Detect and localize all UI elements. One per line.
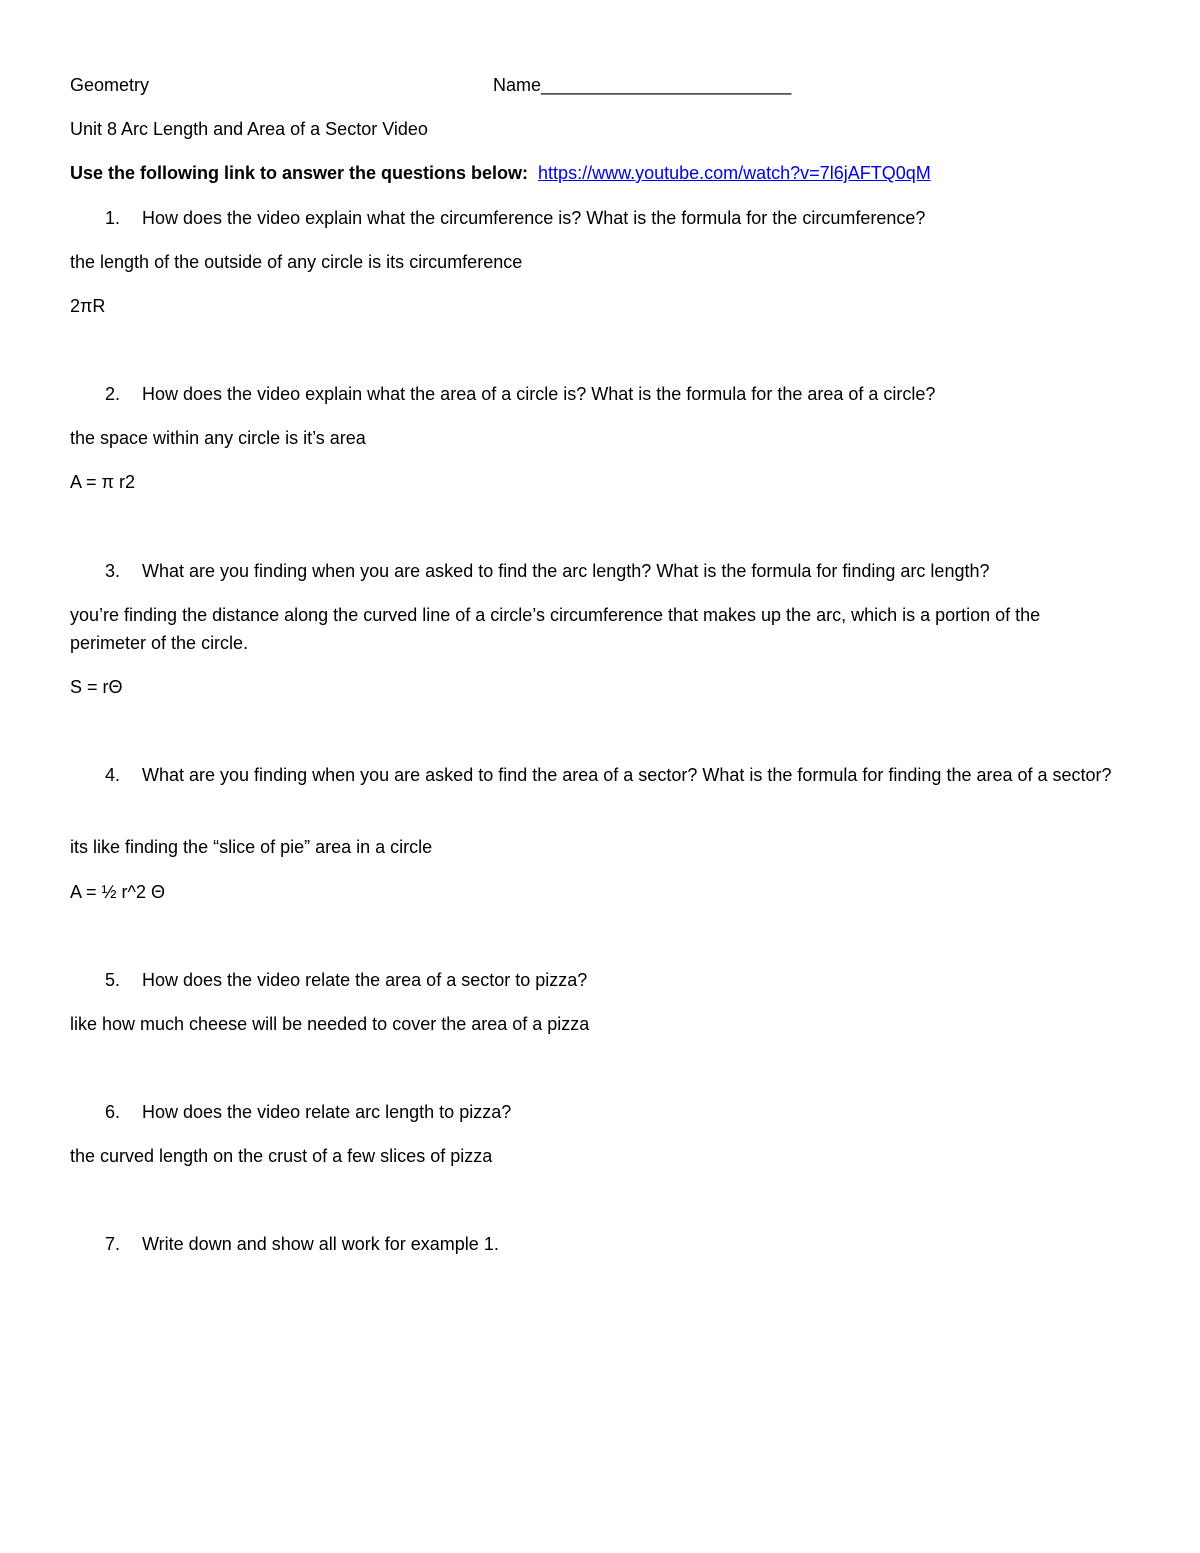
video-link[interactable]: https://www.youtube.com/watch?v=7l6jAFTQ0qM xyxy=(538,163,931,183)
answer-2a: the space within any circle is it’s area xyxy=(70,428,366,448)
question-text: How does the video relate the area of a sector to pizza? xyxy=(142,970,588,990)
question-number: 2. xyxy=(105,384,121,404)
question-7 xyxy=(105,1233,1125,1255)
question-text: How does the video explain what the area of a circle is? What is the formula for the area of a circle? xyxy=(142,384,936,404)
question-number: 7. xyxy=(105,1234,121,1254)
answer-5a: like how much cheese will be needed to cover the area of a pizza xyxy=(70,1014,590,1034)
question-number: 1. xyxy=(105,208,121,228)
question-number: 6. xyxy=(105,1102,121,1122)
question-number: 4. xyxy=(105,765,121,785)
instruction-line xyxy=(70,162,931,184)
answer-3a: you’re finding the distance along the curved line of a circle’s circumference that makes up the arc, which is a portion of the perimeter of the circle. xyxy=(70,605,1041,653)
answer-1b: 2πR xyxy=(70,296,106,316)
answer-4a: its like finding the “slice of pie” area in a circle xyxy=(70,837,433,857)
instruction-text: Use the following link to answer the questions below: xyxy=(70,163,529,183)
question-2 xyxy=(105,383,1125,405)
subject-label: Geometry xyxy=(70,75,150,95)
question-3 xyxy=(105,560,1125,582)
answer-3b: S = rΘ xyxy=(70,677,123,697)
question-5 xyxy=(105,969,1125,991)
answer-6a: the curved length on the crust of a few slices of pizza xyxy=(70,1146,493,1166)
question-text: What are you finding when you are asked to find the arc length? What is the formula for finding arc length? xyxy=(142,561,990,581)
question-number: 5. xyxy=(105,970,121,990)
question-6 xyxy=(105,1101,1125,1123)
answer-2b: A = π r2 xyxy=(70,472,135,492)
name-field-label: Name_________________________ xyxy=(493,75,792,95)
question-number: 3. xyxy=(105,561,121,581)
question-1 xyxy=(105,207,1125,229)
question-text: How does the video relate arc length to pizza? xyxy=(142,1102,512,1122)
answer-1a: the length of the outside of any circle is its circumference xyxy=(70,252,523,272)
unit-title: Unit 8 Arc Length and Area of a Sector Video xyxy=(70,119,428,139)
question-text: What are you finding when you are asked to find the area of a sector? What is the formula for finding the area of a sector? xyxy=(142,765,1112,785)
question-text: How does the video explain what the circumference is? What is the formula for the circumference? xyxy=(142,208,926,228)
question-text: Write down and show all work for example 1. xyxy=(142,1234,499,1254)
answer-4b: A = ½ r^2 Θ xyxy=(70,882,165,902)
question-4 xyxy=(105,764,1125,789)
